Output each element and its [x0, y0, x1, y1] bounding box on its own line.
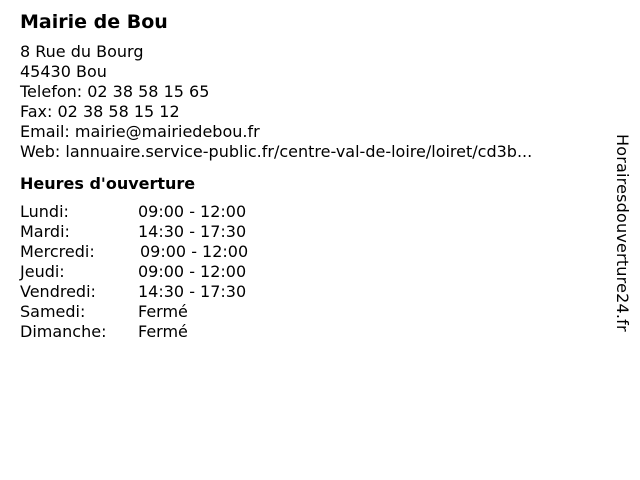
hours-row-wednesday	[20, 242, 600, 262]
fax-value: 02 38 58 15 12	[57, 102, 180, 121]
day-label: Mardi:	[20, 222, 70, 241]
address-street: 8 Rue du Bourg	[20, 42, 144, 61]
time-value: Fermé	[138, 302, 188, 321]
time-value: 09:00 - 12:00	[138, 202, 247, 221]
hours-heading: Heures d'ouverture	[20, 174, 196, 193]
phone-label: Telefon:	[20, 82, 83, 101]
fax-line	[20, 102, 600, 122]
day-label: Samedi:	[20, 302, 86, 321]
hours-row-sunday	[20, 322, 600, 342]
day-label: Jeudi:	[20, 262, 65, 281]
phone-link[interactable]: 02 38 58 15 65	[87, 82, 210, 101]
web-label: Web:	[20, 142, 61, 161]
address-city: 45430 Bou	[20, 62, 107, 81]
time-value: 09:00 - 12:00	[140, 242, 249, 261]
page-title: Mairie de Bou	[20, 11, 168, 33]
web-line	[20, 142, 600, 162]
day-label: Lundi:	[20, 202, 69, 221]
hours-row-friday	[20, 282, 600, 302]
day-label: Mercredi:	[20, 242, 95, 261]
day-label: Dimanche:	[20, 322, 107, 341]
time-value: Fermé	[138, 322, 188, 341]
business-card	[20, 10, 600, 342]
email-link[interactable]: mairie@mairiedebou.fr	[74, 122, 260, 141]
day-label: Vendredi:	[20, 282, 96, 301]
web-link[interactable]: lannuaire.service-public.fr/centre-val-de-loire/loiret/cd3b...	[65, 142, 533, 161]
time-value: 09:00 - 12:00	[138, 262, 247, 281]
phone-line	[20, 82, 600, 102]
hours-row-monday	[20, 202, 600, 222]
site-watermark: Horairesdouverture24.fr	[613, 134, 632, 332]
email-line	[20, 122, 600, 142]
watermark-container	[612, 134, 632, 346]
hours-table	[20, 202, 600, 342]
email-label: Email:	[20, 122, 70, 141]
hours-row-tuesday	[20, 222, 600, 242]
hours-row-thursday	[20, 262, 600, 282]
time-value: 14:30 - 17:30	[138, 222, 247, 241]
time-value: 14:30 - 17:30	[138, 282, 247, 301]
fax-label: Fax:	[20, 102, 53, 121]
hours-row-saturday	[20, 302, 600, 322]
